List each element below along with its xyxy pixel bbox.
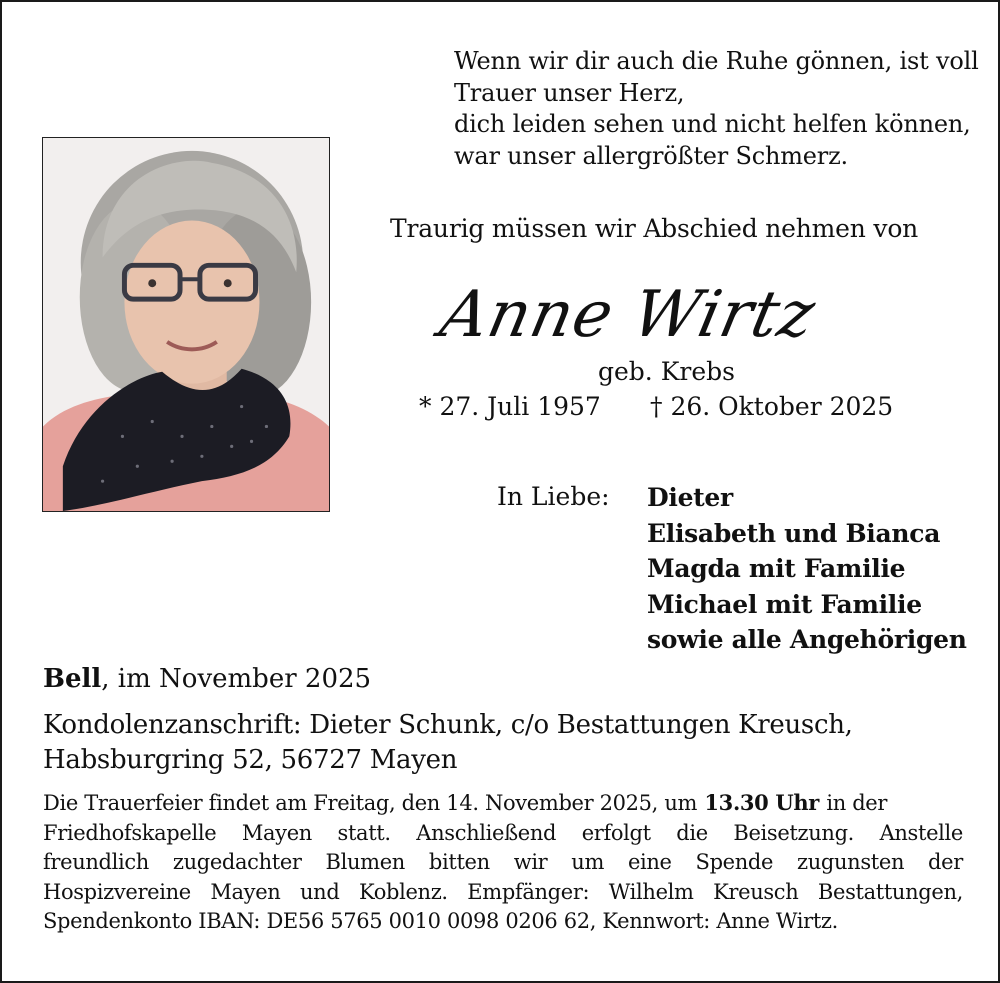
poem-line: dich leiden sehen und nicht helfen können, bbox=[454, 110, 971, 138]
maiden-name: geb. Krebs bbox=[598, 357, 735, 386]
mourner-name: Michael mit Familie bbox=[647, 589, 922, 619]
mourner-name: Dieter bbox=[647, 483, 733, 512]
condolence-address bbox=[43, 708, 963, 778]
mourners-label: In Liebe: bbox=[497, 482, 610, 511]
mourner-name: Elisabeth und Bianca bbox=[647, 518, 941, 548]
poem-line: Wenn wir dir auch die Ruhe gönnen, ist voll bbox=[454, 47, 979, 75]
notice-date: , im November 2025 bbox=[101, 664, 372, 694]
mourners-list bbox=[647, 480, 967, 658]
place-name: Bell bbox=[43, 664, 102, 694]
poem-line: Trauer unser Herz, bbox=[454, 78, 685, 107]
portrait-photo bbox=[42, 137, 330, 512]
death-date: † 26. Oktober 2025 bbox=[650, 392, 894, 421]
poem bbox=[454, 46, 979, 172]
mourner-name: sowie alle Angehörigen bbox=[647, 625, 967, 654]
ceremony-line: Friedhofskapelle Mayen statt. Anschließend erfolgt die Beisetzung. Anstelle bbox=[43, 820, 963, 845]
ceremony-line bbox=[43, 788, 963, 819]
address-line: Kondolenzanschrift: Dieter Schunk, c/o Bestattungen Kreusch, bbox=[43, 710, 853, 740]
place-date bbox=[43, 664, 371, 694]
ceremony-time: 13.30 Uhr bbox=[704, 790, 819, 815]
mourner-name: Magda mit Familie bbox=[647, 554, 906, 583]
ceremony-line: Spendenkonto IBAN: DE56 5765 0010 0098 0206 62, Kennwort: Anne Wirtz. bbox=[43, 909, 838, 933]
intro-line: Traurig müssen wir Abschied nehmen von bbox=[390, 214, 919, 243]
address-line: Habsburgring 52, 56727 Mayen bbox=[43, 745, 458, 775]
deceased-name: Anne Wirtz bbox=[434, 278, 822, 352]
poem-line: war unser allergrößter Schmerz. bbox=[454, 141, 848, 170]
ceremony-line: Hospizvereine Mayen und Koblenz. Empfänger: Wilhelm Kreusch Bestattungen, bbox=[43, 879, 963, 904]
portrait-image bbox=[43, 138, 329, 511]
ceremony-text bbox=[43, 788, 963, 937]
ceremony-line-text: Die Trauerfeier findet am Freitag, den 14. November 2025, um bbox=[43, 791, 698, 815]
ceremony-line: freundlich zugedachter Blumen bitten wir um eine Spende zugunsten der bbox=[43, 850, 963, 874]
ceremony-line-text: in der bbox=[826, 791, 888, 815]
birth-date: * 27. Juli 1957 bbox=[419, 392, 601, 421]
